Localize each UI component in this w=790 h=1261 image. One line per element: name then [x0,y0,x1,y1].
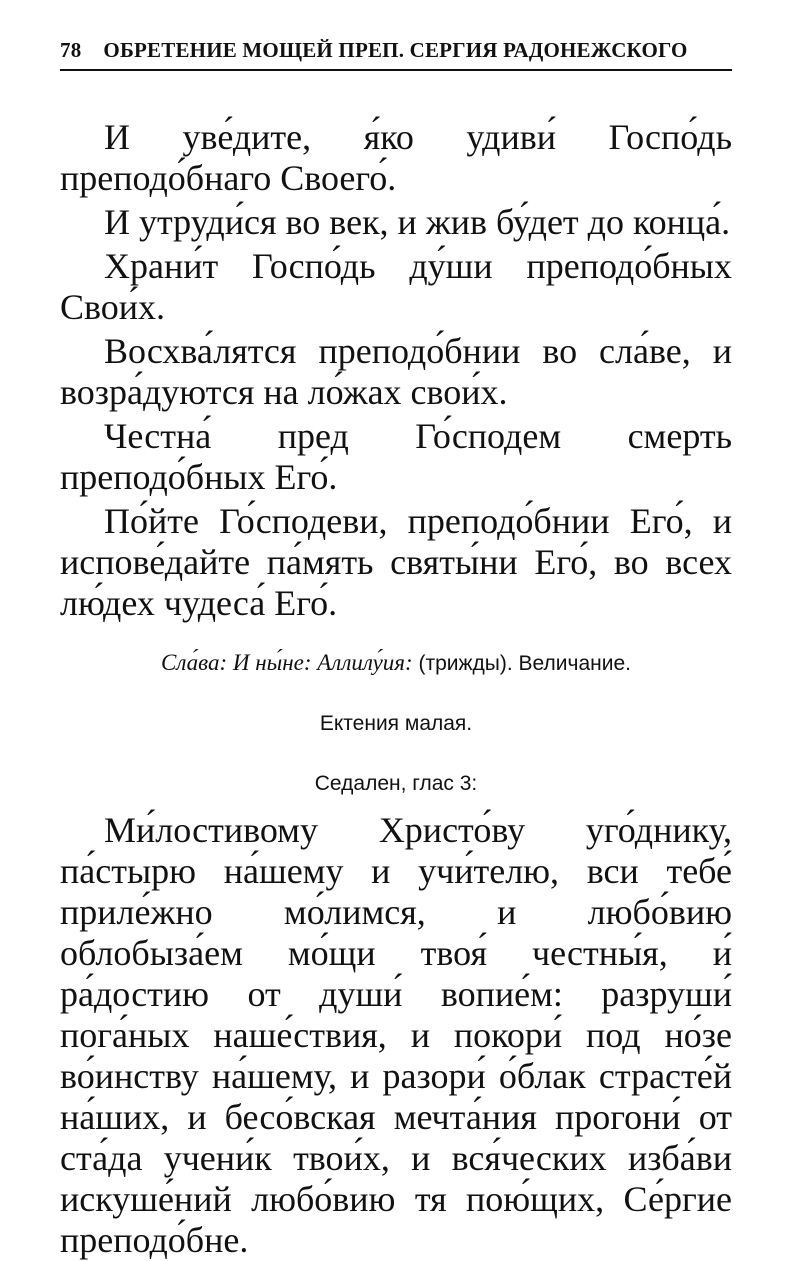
rubric-doxology-rest: (трижды). Величание. [412,652,631,675]
prayer-text: Ми́лостивому Христо́ву уго́днику, па́стырю на́шему и учи́телю, вси тебе́ приле́жно мо́лимся, и любо́вию облобыза́ем мо́щи твоя́ честны́я, и́ ра́достию от души́ вопие́м: разруши́ пога́ных наше́ствия, и покори́ под но́зе во́инству на́шему, и разори́ о́блак страсте́й на́ших, и бесо́вская мечта́ния прогони́ от ста́да учени́к твои́х, и вся́ческих изба́ви искуше́ний любо́вию тя пою́щих, Се́ргие преподо́бне. [60,810,732,1260]
verse: И утруди́ся во век, и жив бу́дет до конца́. [104,202,731,242]
rubric-sedalen: Седален, глас 3: [314,772,478,795]
page-body [60,117,732,1261]
verse: Восхва́лятся преподо́бнии во сла́ве, и возра́дуются на ло́жах свои́х. [60,331,732,412]
page-number: 78 [60,38,82,62]
verse: По́йте Го́сподеви, преподо́бнии Его́, и испове́дайте па́мять святы́ни Его́, во всех лю́дех чудеса́ Его́. [60,501,732,623]
verse: И уве́дите, я́ко удиви́ Госпо́дь преподо́бнаго Своего́. [60,117,732,198]
rubric-doxology [60,642,732,684]
rubric-litany: Ектения малая. [319,712,473,735]
running-header [60,38,732,71]
rubric-doxology-italic: Сла́ва: И ны́не: Аллилу́ия: [160,650,413,675]
verse: Честна́ пред Го́сподем смерть преподо́бных Его́. [60,416,732,497]
verse: Храни́т Госпо́дь ду́ши преподо́бных Свои́х. [60,246,732,327]
running-title: ОБРЕТЕНИЕ МОЩЕЙ ПРЕП. СЕРГИЯ РАДОНЕЖСКОГО [103,38,688,62]
